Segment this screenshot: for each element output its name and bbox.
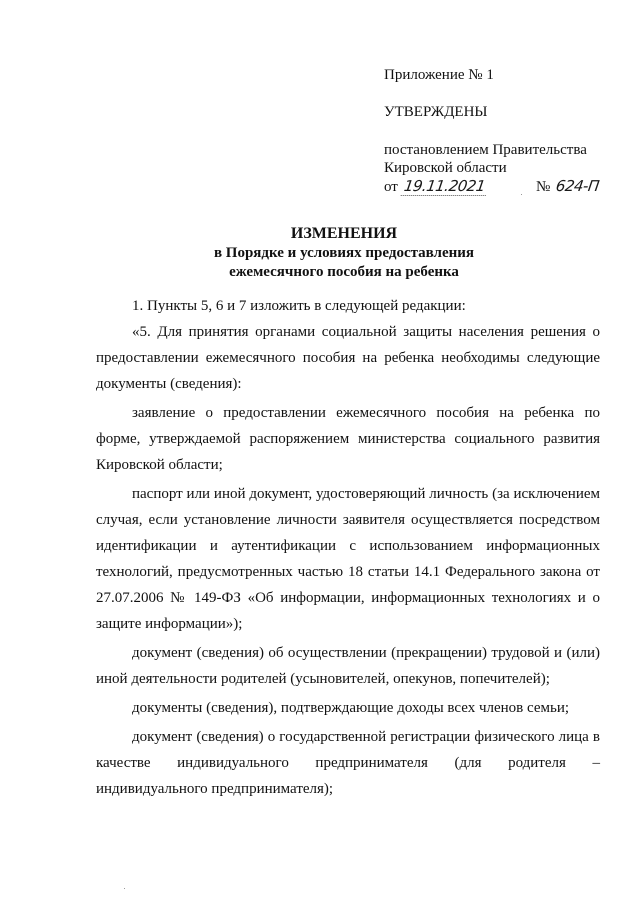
paragraph-passport: паспорт или иной документ, удостоверяющий личность (за исключением случая, если установление личности заявителя осуществляется посредством идентификации и аутентификации с использованием информационных технологий, предусмотренных частью 18 статьи 14.1 Федерального закона от 27.07.2006 № 149-ФЗ «Об информации, информационных технологиях и о защите информации»); [96, 486, 600, 632]
heading-line-3: ежемесячного пособия на ребенка [229, 264, 459, 280]
paragraph-income: документы (сведения), подтверждающие доходы всех членов семьи; [132, 700, 570, 716]
number-prefix: № [536, 179, 551, 195]
paragraph-intro: 1. Пункты 5, 6 и 7 изложить в следующей редакции: [132, 298, 466, 314]
date-number-row [384, 177, 624, 196]
paragraph-entrepreneur: документ (сведения) о государственной регистрации физического лица в качестве индивидуального предпринимателя (для родителя – индивидуального предпринимателя); [96, 729, 600, 797]
date-prefix: от [384, 179, 398, 195]
paragraph-employment: документ (сведения) об осуществлении (прекращении) трудовой и (или) иной деятельности родителей (усыновителей, опекунов, попечителей); [96, 645, 600, 687]
document-body [96, 293, 600, 805]
approved-label: УТВЕРЖДЕНЫ [384, 104, 488, 120]
decree-line-2: Кировской области [384, 160, 507, 176]
handwritten-number: 624-П [554, 177, 601, 195]
paragraph-application: заявление о предоставлении ежемесячного пособия на ребенка по форме, утверждаемой распоряжением министерства социального развития Кировской области; [96, 405, 600, 473]
scan-speck [521, 194, 522, 195]
handwritten-date: 19.11.2021 [400, 177, 488, 196]
scan-speck [124, 888, 125, 889]
appendix-label: Приложение № 1 [384, 67, 494, 83]
document-heading [96, 224, 592, 282]
paragraph-item-5: «5. Для принятия органами социальной защиты населения решения о предоставлении ежемесячного пособия на ребенка необходимы следующие документы (сведения): [96, 324, 600, 392]
approval-block [384, 66, 624, 196]
heading-line-2: в Порядке и условиях предоставления [213, 245, 475, 261]
heading-title: ИЗМЕНЕНИЯ [290, 225, 398, 242]
decree-line-1: постановлением Правительства [384, 142, 587, 158]
